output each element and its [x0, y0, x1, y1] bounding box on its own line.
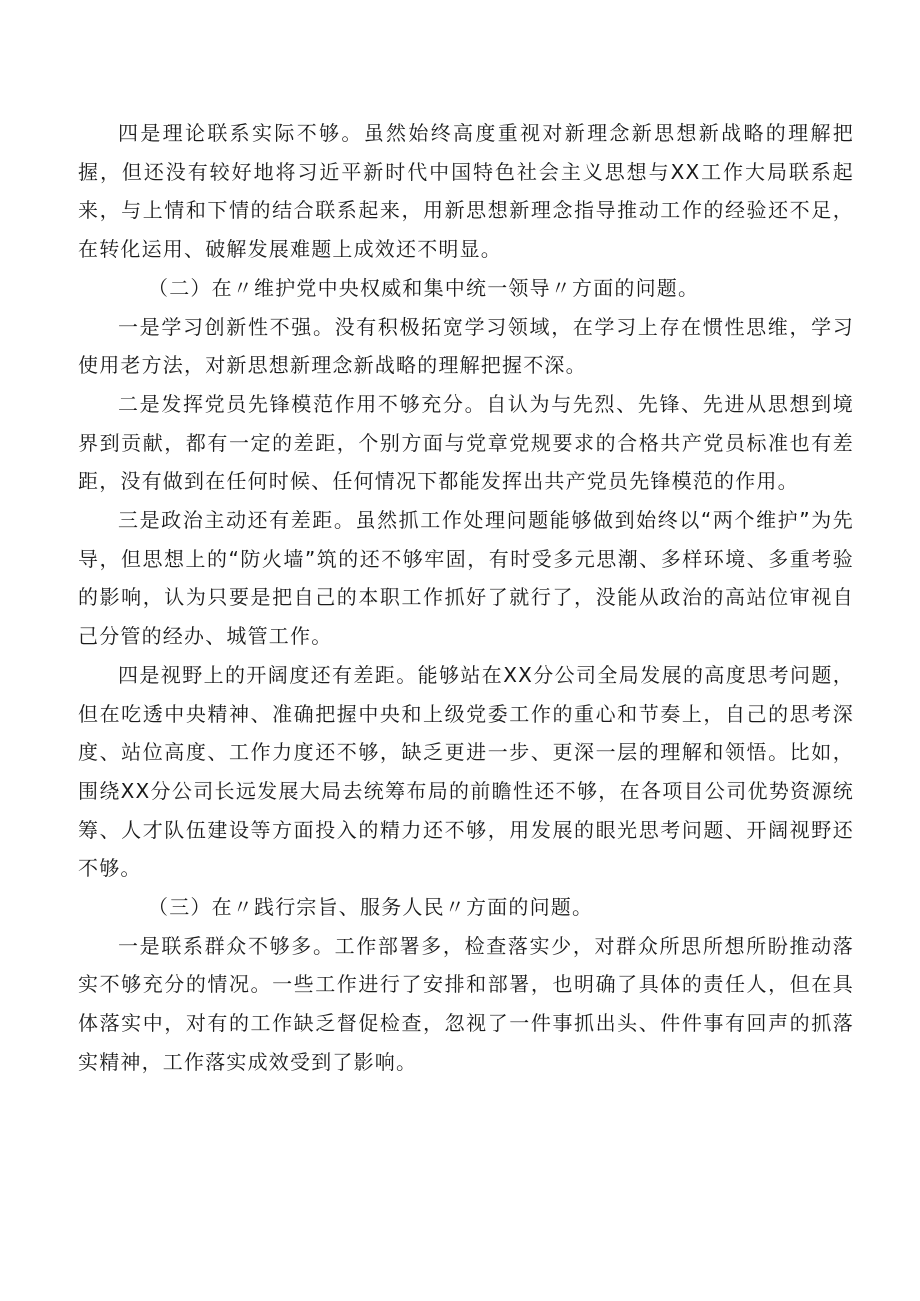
section-heading-2: （二）在〃维护党中央权威和集中统一领导〃方面的问题。	[148, 275, 700, 300]
paragraph-theory-practice: 四是理论联系实际不够。虽然始终高度重视对新理念新思想新战略的理解把握，但还没有较好地将习近平新时代中国特色社会主义思想与XX工作大局联系起来，与上情和下情的结合联系起来，用新思想新理念指导推动工作的经验还不足，在转化运用、破解发展难题上成效还不明显。	[78, 121, 854, 262]
paragraph-learning-innovation: 一是学习创新性不强。没有积极拓宽学习领域，在学习上存在惯性思维，学习使用老方法，对新思想新理念新战略的理解把握不深。	[78, 314, 854, 378]
document-body	[78, 114, 854, 1082]
paragraph-contact-masses: 一是联系群众不够多。工作部署多，检查落实少，对群众所思所想所盼推动落实不够充分的情况。一些工作进行了安排和部署，也明确了具体的责任人，但在具体落实中，对有的工作缺乏督促检查，忽视了一件事抓出头、件件事有回声的抓落实精神，工作落实成效受到了影响。	[78, 933, 854, 1074]
paragraph-vanguard-role: 二是发挥党员先锋模范作用不够充分。自认为与先烈、先锋、先进从思想到境界到贡献，都有一定的差距，个别方面与党章党规要求的合格共产党员标准也有差距，没有做到在任何时候、任何情况下都能发挥出共产党员先锋模范的作用。	[78, 391, 854, 494]
section-heading-3: （三）在〃践行宗旨、服务人民〃方面的问题。	[148, 895, 594, 920]
paragraph-political-initiative: 三是政治主动还有差距。虽然抓工作处理问题能够做到始终以“两个维护”为先导，但思想上的“防火墙”筑的还不够牢固，有时受多元思潮、多样环境、多重考验的影响，认为只要是把自己的本职工作抓好了就行了，没能从政治的高站位审视自己分管的经办、城管工作。	[78, 508, 854, 649]
paragraph-broad-vision: 四是视野上的开阔度还有差距。能够站在XX分公司全局发展的高度思考问题，但在吃透中央精神、准确把握中央和上级党委工作的重心和节奏上，自己的思考深度、站位高度、工作力度还不够，缺乏更进一步、更深一层的理解和领悟。比如，围绕XX分公司长远发展大局去统筹布局的前瞻性还不够，在各项目公司优势资源统筹、人才队伍建设等方面投入的精力还不够，用发展的眼光思考问题、开阔视野还不够。	[78, 662, 854, 881]
